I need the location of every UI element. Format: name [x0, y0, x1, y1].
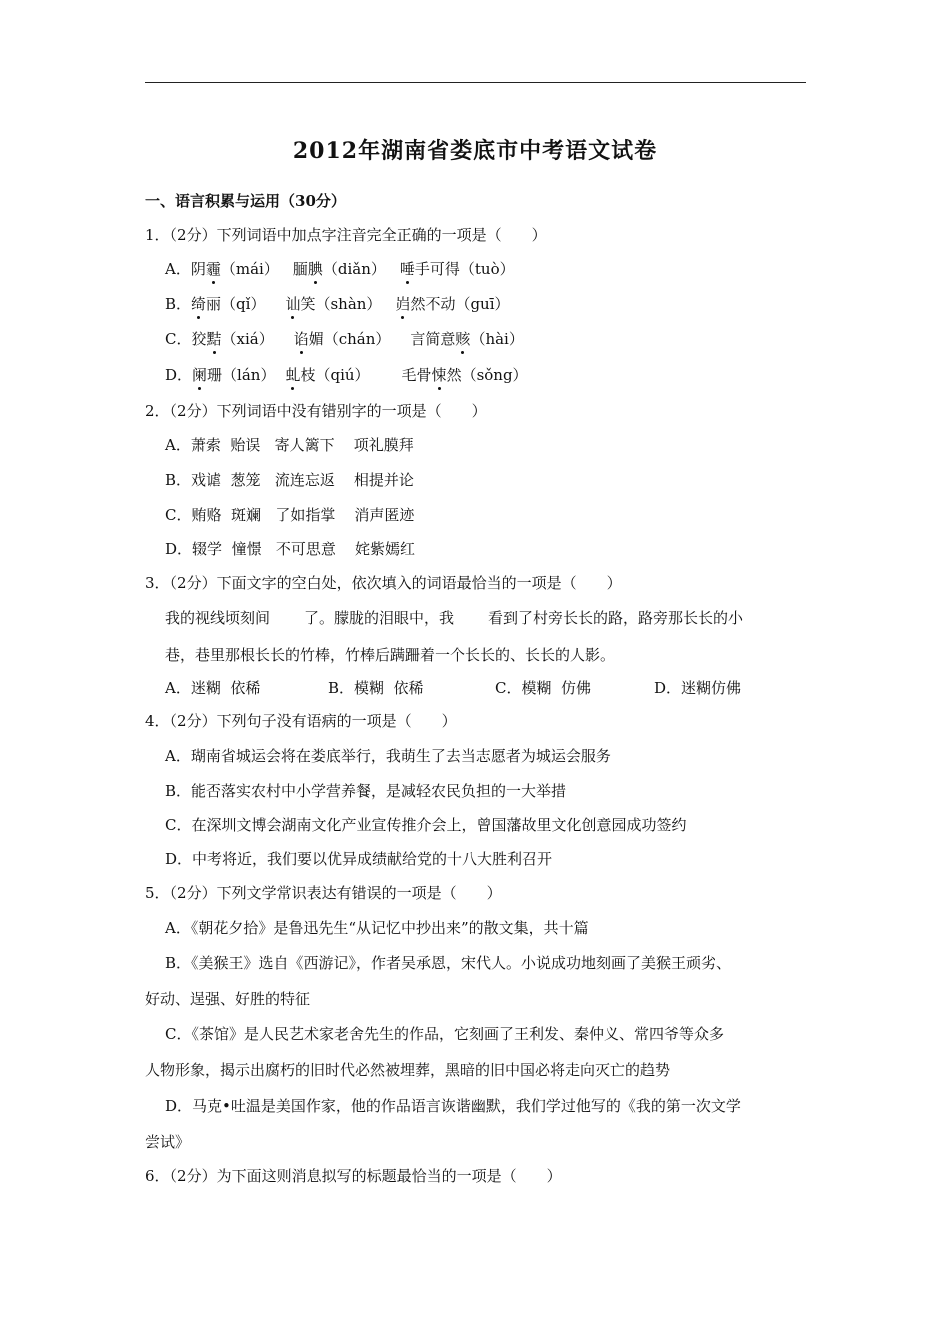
- q3-passage-line-1: [165, 607, 743, 628]
- q2-option-a: A．萧索 贻误 寄人篱下 项礼膜拜: [165, 436, 414, 454]
- q4-option-d: D．中考将近，我们要以优异成绩献给党的十八大胜利召开: [165, 850, 553, 868]
- text: 看到了村旁长长的路，路旁那长长的小: [488, 609, 744, 627]
- dotted-char: 谄: [293, 330, 309, 348]
- question-6-stem: 6．（2分）为下面这则消息拟写的标题最恰当的一项是（ ）: [145, 1167, 562, 1185]
- option-label: A．: [165, 260, 191, 278]
- text: （hài）: [470, 330, 524, 348]
- dotted-char: 黠: [206, 330, 222, 348]
- question-3-stem: 3．（2分）下面文字的空白处，依次填入的词语最恰当的一项是（ ）: [145, 574, 622, 592]
- q5-option-d-line-2: 尝试》: [145, 1133, 191, 1151]
- q3-option-b: B．模糊 依稀: [328, 679, 424, 697]
- question-4-stem: 4．（2分）下列句子没有语病的一项是（ ）: [145, 712, 457, 730]
- dotted-char: 虬: [285, 366, 301, 384]
- text: 然不动（guī）: [410, 295, 510, 313]
- dotted-char: 霾: [205, 260, 221, 278]
- question-5-stem: 5．（2分）下列文学常识表达有错误的一项是（ ）: [145, 884, 502, 902]
- dotted-char: 岿: [395, 295, 411, 313]
- question-1-stem: 1．（2分）下列词语中加点字注音完全正确的一项是（ ）: [145, 226, 547, 244]
- q1-option-c: [165, 328, 524, 349]
- q4-option-b: B．能否落实农村中小学营养餐，是减轻农民负担的一大举措: [165, 782, 567, 800]
- q2-option-c: C．贿赂 斑斓 了如指掌 消声匿迹: [165, 506, 415, 524]
- q5-option-b-line-2: 好动、逞强、好胜的特征: [145, 990, 311, 1008]
- section-heading: 一、语言积累与运用（30分）: [145, 192, 346, 210]
- option-label: B．: [165, 295, 192, 313]
- text: 丽（qǐ）: [206, 295, 266, 313]
- text: （xiá）: [221, 330, 274, 348]
- text: 狡: [191, 330, 207, 348]
- dotted-char: 阑: [192, 366, 208, 384]
- q5-option-a: A．《朝花夕拾》是鲁迅先生“从记忆中抄出来”的散文集，共十篇: [165, 919, 589, 937]
- text: 毛骨: [401, 366, 432, 384]
- text: 珊（lán）: [207, 366, 276, 384]
- text: （mái）: [220, 260, 279, 278]
- text: 阴: [190, 260, 206, 278]
- dotted-char: 赅: [455, 330, 471, 348]
- question-2-stem: 2．（2分）下列词语中没有错别字的一项是（ ）: [145, 402, 487, 420]
- q4-option-a: A．瑚南省城运会将在娄底举行，我萌生了去当志愿者为城运会服务: [165, 747, 611, 765]
- dotted-char: 唾: [399, 260, 415, 278]
- q3-passage-line-2: 巷，巷里那根长长的竹棒，竹棒后蹒跚着一个长长的、长长的人影。: [165, 646, 616, 664]
- page-title: 2012年湖南省娄底市中考语文试卷: [292, 138, 658, 164]
- text: 媚（chán）: [308, 330, 391, 348]
- text: 枝（qiú）: [300, 366, 370, 384]
- header-rule: [145, 82, 806, 83]
- q4-option-c: C．在深圳文博会湖南文化产业宣传推介会上，曾国藩故里文化创意园成功签约: [165, 816, 687, 834]
- q2-option-b: B．戏谑 葱笼 流连忘返 相提并论: [165, 471, 414, 489]
- q2-option-d: D．辍学 憧憬 不可思意 姹紫嫣红: [165, 540, 415, 558]
- q3-option-a: A．迷糊 依稀: [165, 679, 261, 697]
- dotted-char: 绮: [191, 295, 207, 313]
- q3-option-d: D．迷糊仿佛: [654, 679, 742, 697]
- text: （diǎn）: [322, 260, 386, 278]
- dotted-char: 讪: [285, 295, 301, 313]
- q1-option-a: [165, 258, 515, 279]
- option-label: C．: [165, 330, 192, 348]
- q5-option-d-line-1: D．马克•吐温是美国作家，他的作品语言诙谐幽默，我们学过他写的《我的第一次文学: [165, 1097, 741, 1115]
- q1-option-d: [165, 364, 528, 385]
- text: 我的视线顷刻间: [165, 609, 271, 627]
- q5-option-c-line-2: 人物形象，揭示出腐朽的旧时代必然被埋葬，黑暗的旧中国必将走向灭亡的趋势: [145, 1061, 671, 1079]
- text: 了。朦胧的泪眼中，我: [304, 609, 455, 627]
- text: 笑（shàn）: [300, 295, 382, 313]
- dotted-char: 腆: [307, 260, 323, 278]
- q5-option-c-line-1: C．《茶馆》是人民艺术家老舍先生的作品，它刻画了王利发、秦仲义、常四爷等众多: [165, 1025, 724, 1043]
- q5-option-b-line-1: B．《美猴王》选自《西游记》，作者吴承恩，宋代人。小说成功地刻画了美猴王顽劣、: [165, 954, 732, 972]
- option-label: D．: [165, 366, 193, 384]
- text: 言简意: [410, 330, 456, 348]
- text: 腼: [292, 260, 308, 278]
- text: 手可得（tuò）: [414, 260, 515, 278]
- q3-option-c: C．模糊 仿佛: [495, 679, 592, 697]
- text: 然（sǒng）: [446, 366, 528, 384]
- dotted-char: 悚: [431, 366, 447, 384]
- q1-option-b: [165, 293, 510, 314]
